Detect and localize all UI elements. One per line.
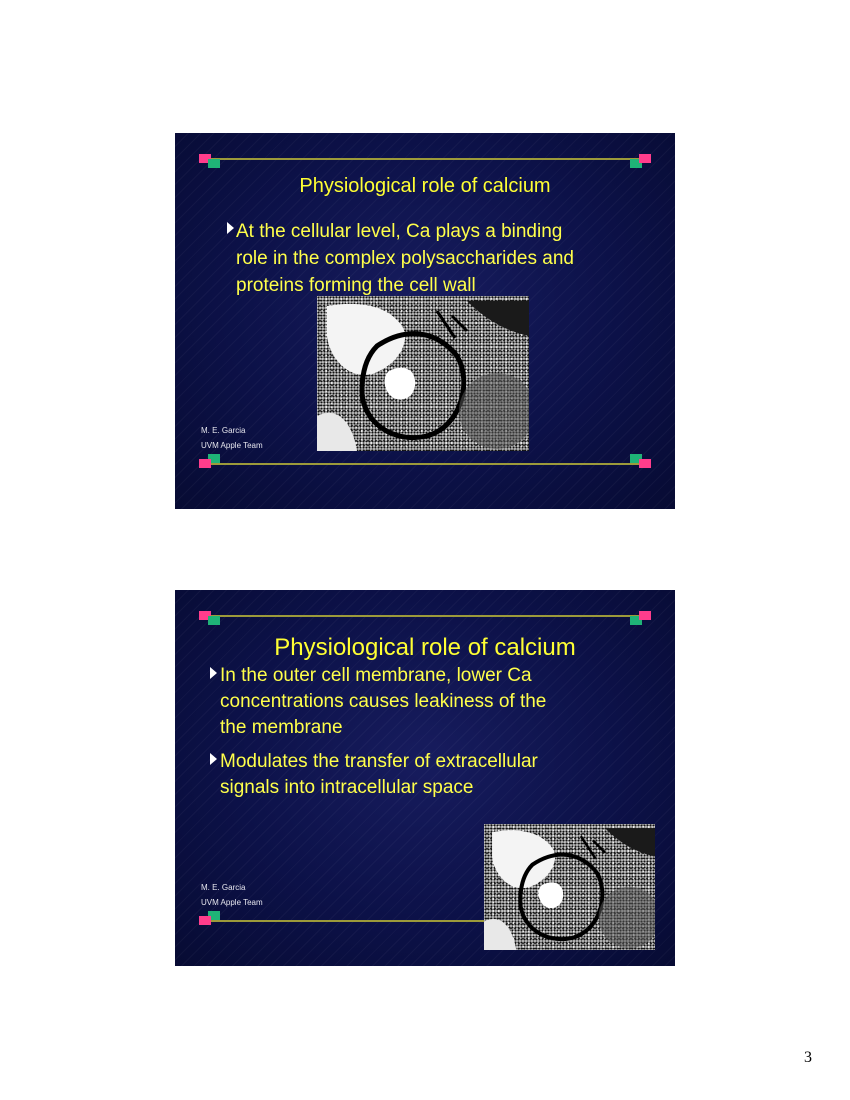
bullet-arrow-icon [227,222,234,234]
author-name: M. E. Garcia [201,883,246,892]
corner-squares-icon [208,616,220,625]
corner-squares-icon [208,159,220,168]
slide-title: Physiological role of calcium [299,175,551,197]
bullet-arrow-icon [210,667,217,679]
team-name: UVM Apple Team [201,441,263,450]
bullet-list [210,663,650,809]
credits [201,880,263,910]
credits [201,423,263,453]
bullet-item [210,749,650,801]
page-number: 3 [804,1049,812,1066]
bullet-text: Modulates the transfer of extracellular signals into intracellular space [220,751,538,798]
corner-squares-icon [199,459,211,468]
corner-squares-icon [199,916,211,925]
bullet-arrow-icon [210,753,217,765]
bottom-rule [210,463,640,465]
slide-1 [175,133,675,509]
bullet-text: At the cellular level, Ca plays a binding role in the complex polysaccharides and proteins forming the cell wall [236,221,574,296]
author-name: M. E. Garcia [201,426,246,435]
micrograph-drawing [317,296,529,451]
bullet-item [227,218,647,299]
bullet-list [227,218,647,299]
bullet-text: In the outer cell membrane, lower Ca concentrations causes leakiness of the the membrane [220,665,547,738]
slide-2 [175,590,675,966]
micrograph-image [317,296,529,451]
bullet-item [210,663,650,741]
top-rule [210,158,640,160]
micrograph-image [484,824,655,950]
team-name: UVM Apple Team [201,898,263,907]
top-rule [210,615,640,617]
micrograph-drawing [484,824,655,950]
slide-title: Physiological role of calcium [274,634,576,661]
corner-squares-icon [639,459,651,468]
corner-squares-icon [639,154,651,163]
corner-squares-icon [639,611,651,620]
